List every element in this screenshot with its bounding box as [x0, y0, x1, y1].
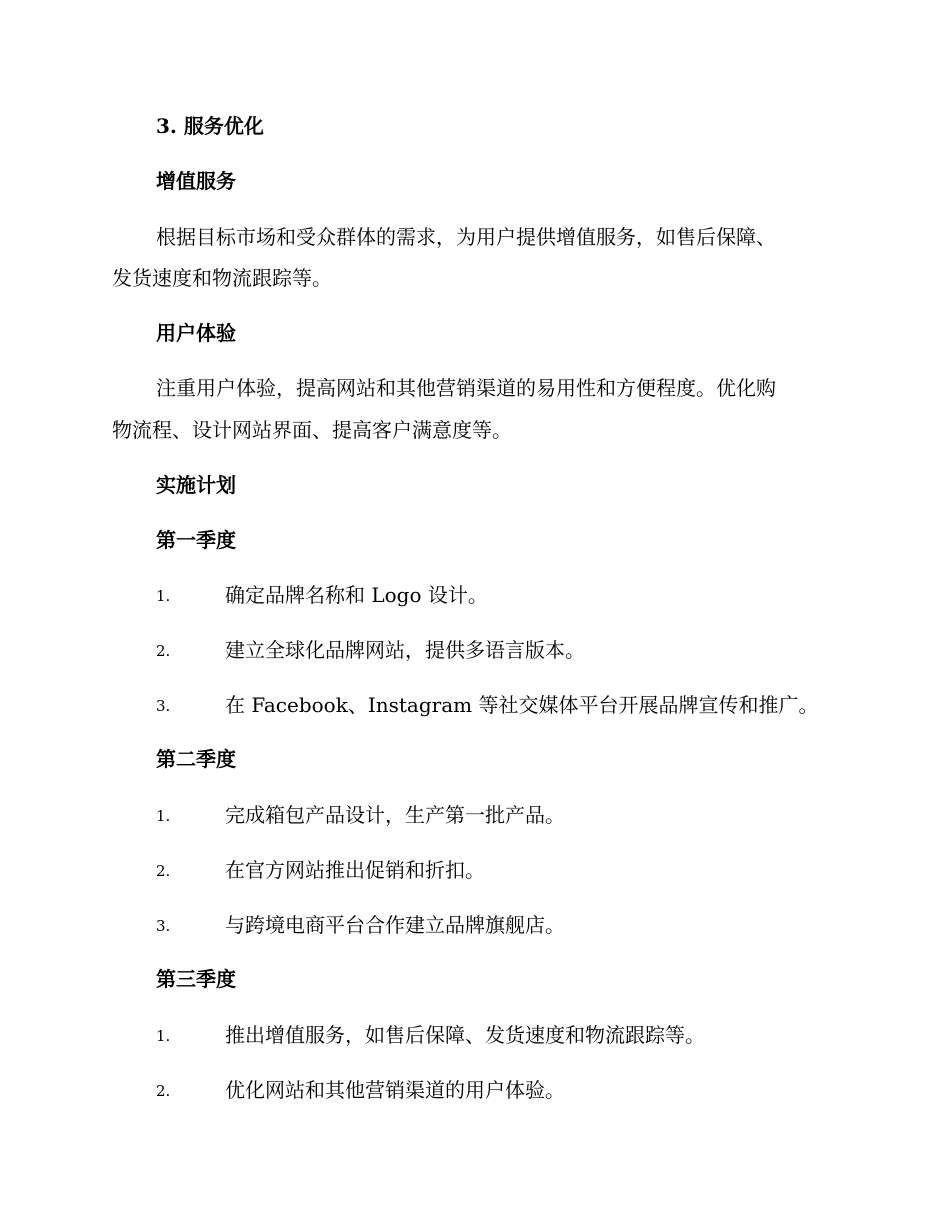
list-item-number: 1.: [156, 807, 171, 825]
list-item-number: 3.: [156, 697, 171, 715]
q2-heading: 第二季度: [156, 747, 236, 771]
user-experience-paragraph-line-1: 注重用户体验，提高网站和其他营销渠道的易用性和方便程度。优化购: [156, 376, 776, 400]
list-item-text: 确定品牌名称和 Logo 设计。: [225, 583, 488, 607]
list-item-number: 1.: [156, 587, 171, 605]
list-item-number: 1.: [156, 1027, 171, 1045]
list-item-text: 建立全球化品牌网站，提供多语言版本。: [225, 638, 585, 662]
list-item-text: 完成箱包产品设计，生产第一批产品。: [225, 803, 565, 827]
list-item-text: 优化网站和其他营销渠道的用户体验。: [225, 1078, 565, 1102]
list-item-text: 在 Facebook、Instagram 等社交媒体平台开展品牌宣传和推广。: [225, 693, 819, 717]
list-item-number: 2.: [156, 862, 171, 880]
value-added-heading: 增值服务: [156, 169, 236, 193]
list-item-text: 与跨境电商平台合作建立品牌旗舰店。: [225, 913, 565, 937]
list-item-text: 推出增值服务，如售后保障、发货速度和物流跟踪等。: [225, 1023, 705, 1047]
value-added-paragraph-line-2: 发货速度和物流跟踪等。: [112, 266, 332, 290]
q3-heading: 第三季度: [156, 967, 236, 991]
user-experience-heading: 用户体验: [156, 321, 236, 345]
list-item-number: 2.: [156, 642, 171, 660]
list-item-number: 3.: [156, 917, 171, 935]
list-item-text: 在官方网站推出促销和折扣。: [225, 858, 485, 882]
section-title: 3. 服务优化: [156, 114, 264, 138]
q1-heading: 第一季度: [156, 528, 236, 552]
list-item-number: 2.: [156, 1082, 171, 1100]
user-experience-paragraph-line-2: 物流程、设计网站界面、提高客户满意度等。: [112, 418, 512, 442]
value-added-paragraph-line-1: 根据目标市场和受众群体的需求，为用户提供增值服务，如售后保障、: [156, 225, 776, 249]
plan-heading: 实施计划: [156, 473, 236, 497]
